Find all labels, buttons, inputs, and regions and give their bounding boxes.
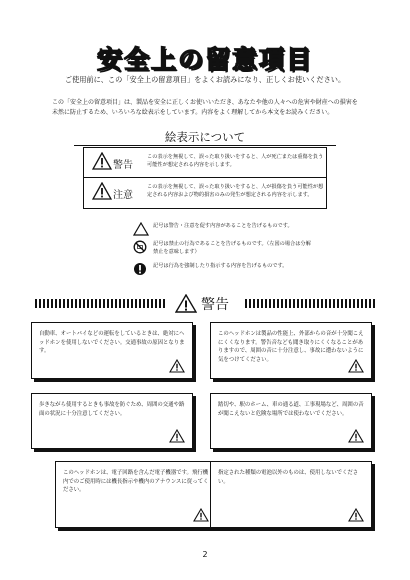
warning-card-text: 歩きながら使用するときも事故を防ぐため、周囲の交通や路面の状況に十分注意してください。: [39, 402, 185, 417]
warning-triangle-icon: [169, 429, 185, 443]
warning-label: 警告: [113, 160, 133, 171]
warning-triangle-icon: [193, 508, 209, 522]
banner-stripe-right: [245, 299, 375, 308]
sign-row-caution: [84, 178, 326, 208]
warning-banner-label: 警告: [201, 297, 229, 313]
sign-row-warning: [84, 148, 326, 178]
page-number: 2: [202, 550, 208, 559]
warning-triangle-icon: [348, 508, 364, 522]
warning-card-text: このヘッドホンは、電子回路を含んだ電子機器です。飛行機内でのご使用時には機長指示や機内のアナウンスに従ってください。: [63, 470, 209, 493]
page-title-wrap: [0, 40, 410, 76]
caution-label: 注意: [113, 190, 133, 201]
page-subtitle: ご使用前に、この「安全上の留意項目」をよくお読みになり、正しくお使いください。: [64, 75, 346, 84]
caution-description: この表示を無視して、誤った取り扱いをすると、人が損傷を負う可能性が想定される内容および物的損害のみの発生が想定される内容を示します。: [147, 184, 324, 199]
warning-description: この表示を無視して、誤った取り扱いをすると、人が死亡または重傷を負う可能性が想定される内容を示します。: [147, 154, 324, 169]
intro-paragraph: この「安全上の留意項目」は、製品を安全に正しくお使いいただき、あなたや他の人々への危害や財産への損害を未然に防止するため、いろいろな絵表示をしています。内容をよく理解してから本文をお読みください。: [52, 99, 358, 116]
warning-card-text: 踏切や、駅のホーム、車の通る道、工事現場など、周囲の音が聞こえないと危険な場所では使わないでください。: [218, 402, 364, 417]
warning-card-text: 指定された種類の電池以外のものは、使用しないでください。: [218, 470, 359, 485]
banner-stripe-left: [35, 299, 165, 308]
warning-card-text: このヘッドホンは製品の性能上、外部からの音が十分聞こえにくくなります。警告音なども聞き取りにくくなることがありますので、周囲の音に十分注意し、事故に遭わないように気をつけてください。: [218, 331, 364, 363]
warning-triangle-icon: [169, 359, 185, 373]
warning-card: [210, 322, 372, 379]
mandatory-icon: [133, 262, 147, 276]
signs-explanation-box: [83, 147, 327, 209]
warning-card: [210, 461, 372, 528]
signs-section-heading: 絵表示について: [164, 130, 246, 144]
warning-triangle-icon: [348, 429, 364, 443]
warning-card: [210, 393, 372, 449]
warning-triangle-icon: [348, 359, 364, 373]
legend-mandatory-text: 記号は行為を強制したり指示する内容を告げるものです。: [153, 263, 288, 269]
legend-prohibition-text: 記号は禁止の行為であることを告げるものです。（左図の場合は分解禁止を意味します）: [153, 241, 311, 256]
legend-attention-text: 記号は警告・注意を促す内容があることを告げるものです。: [153, 223, 293, 229]
warning-card-text: 自動車、オートバイなどの運転をしているときは、絶対にヘッドホンを使用しないでください。交通事故の原因となります。: [39, 331, 185, 354]
prohibition-icon: [133, 240, 147, 254]
page-title: 安全上の留意項目: [96, 45, 313, 74]
caution-triangle-icon: [92, 182, 112, 200]
warning-triangle-icon: [175, 294, 197, 313]
warning-card: [31, 322, 193, 379]
warning-card: [55, 461, 217, 528]
warning-triangle-icon: [92, 152, 112, 170]
warning-banner: [35, 293, 375, 313]
warning-card: [31, 393, 193, 449]
attention-triangle-icon: [133, 222, 149, 236]
